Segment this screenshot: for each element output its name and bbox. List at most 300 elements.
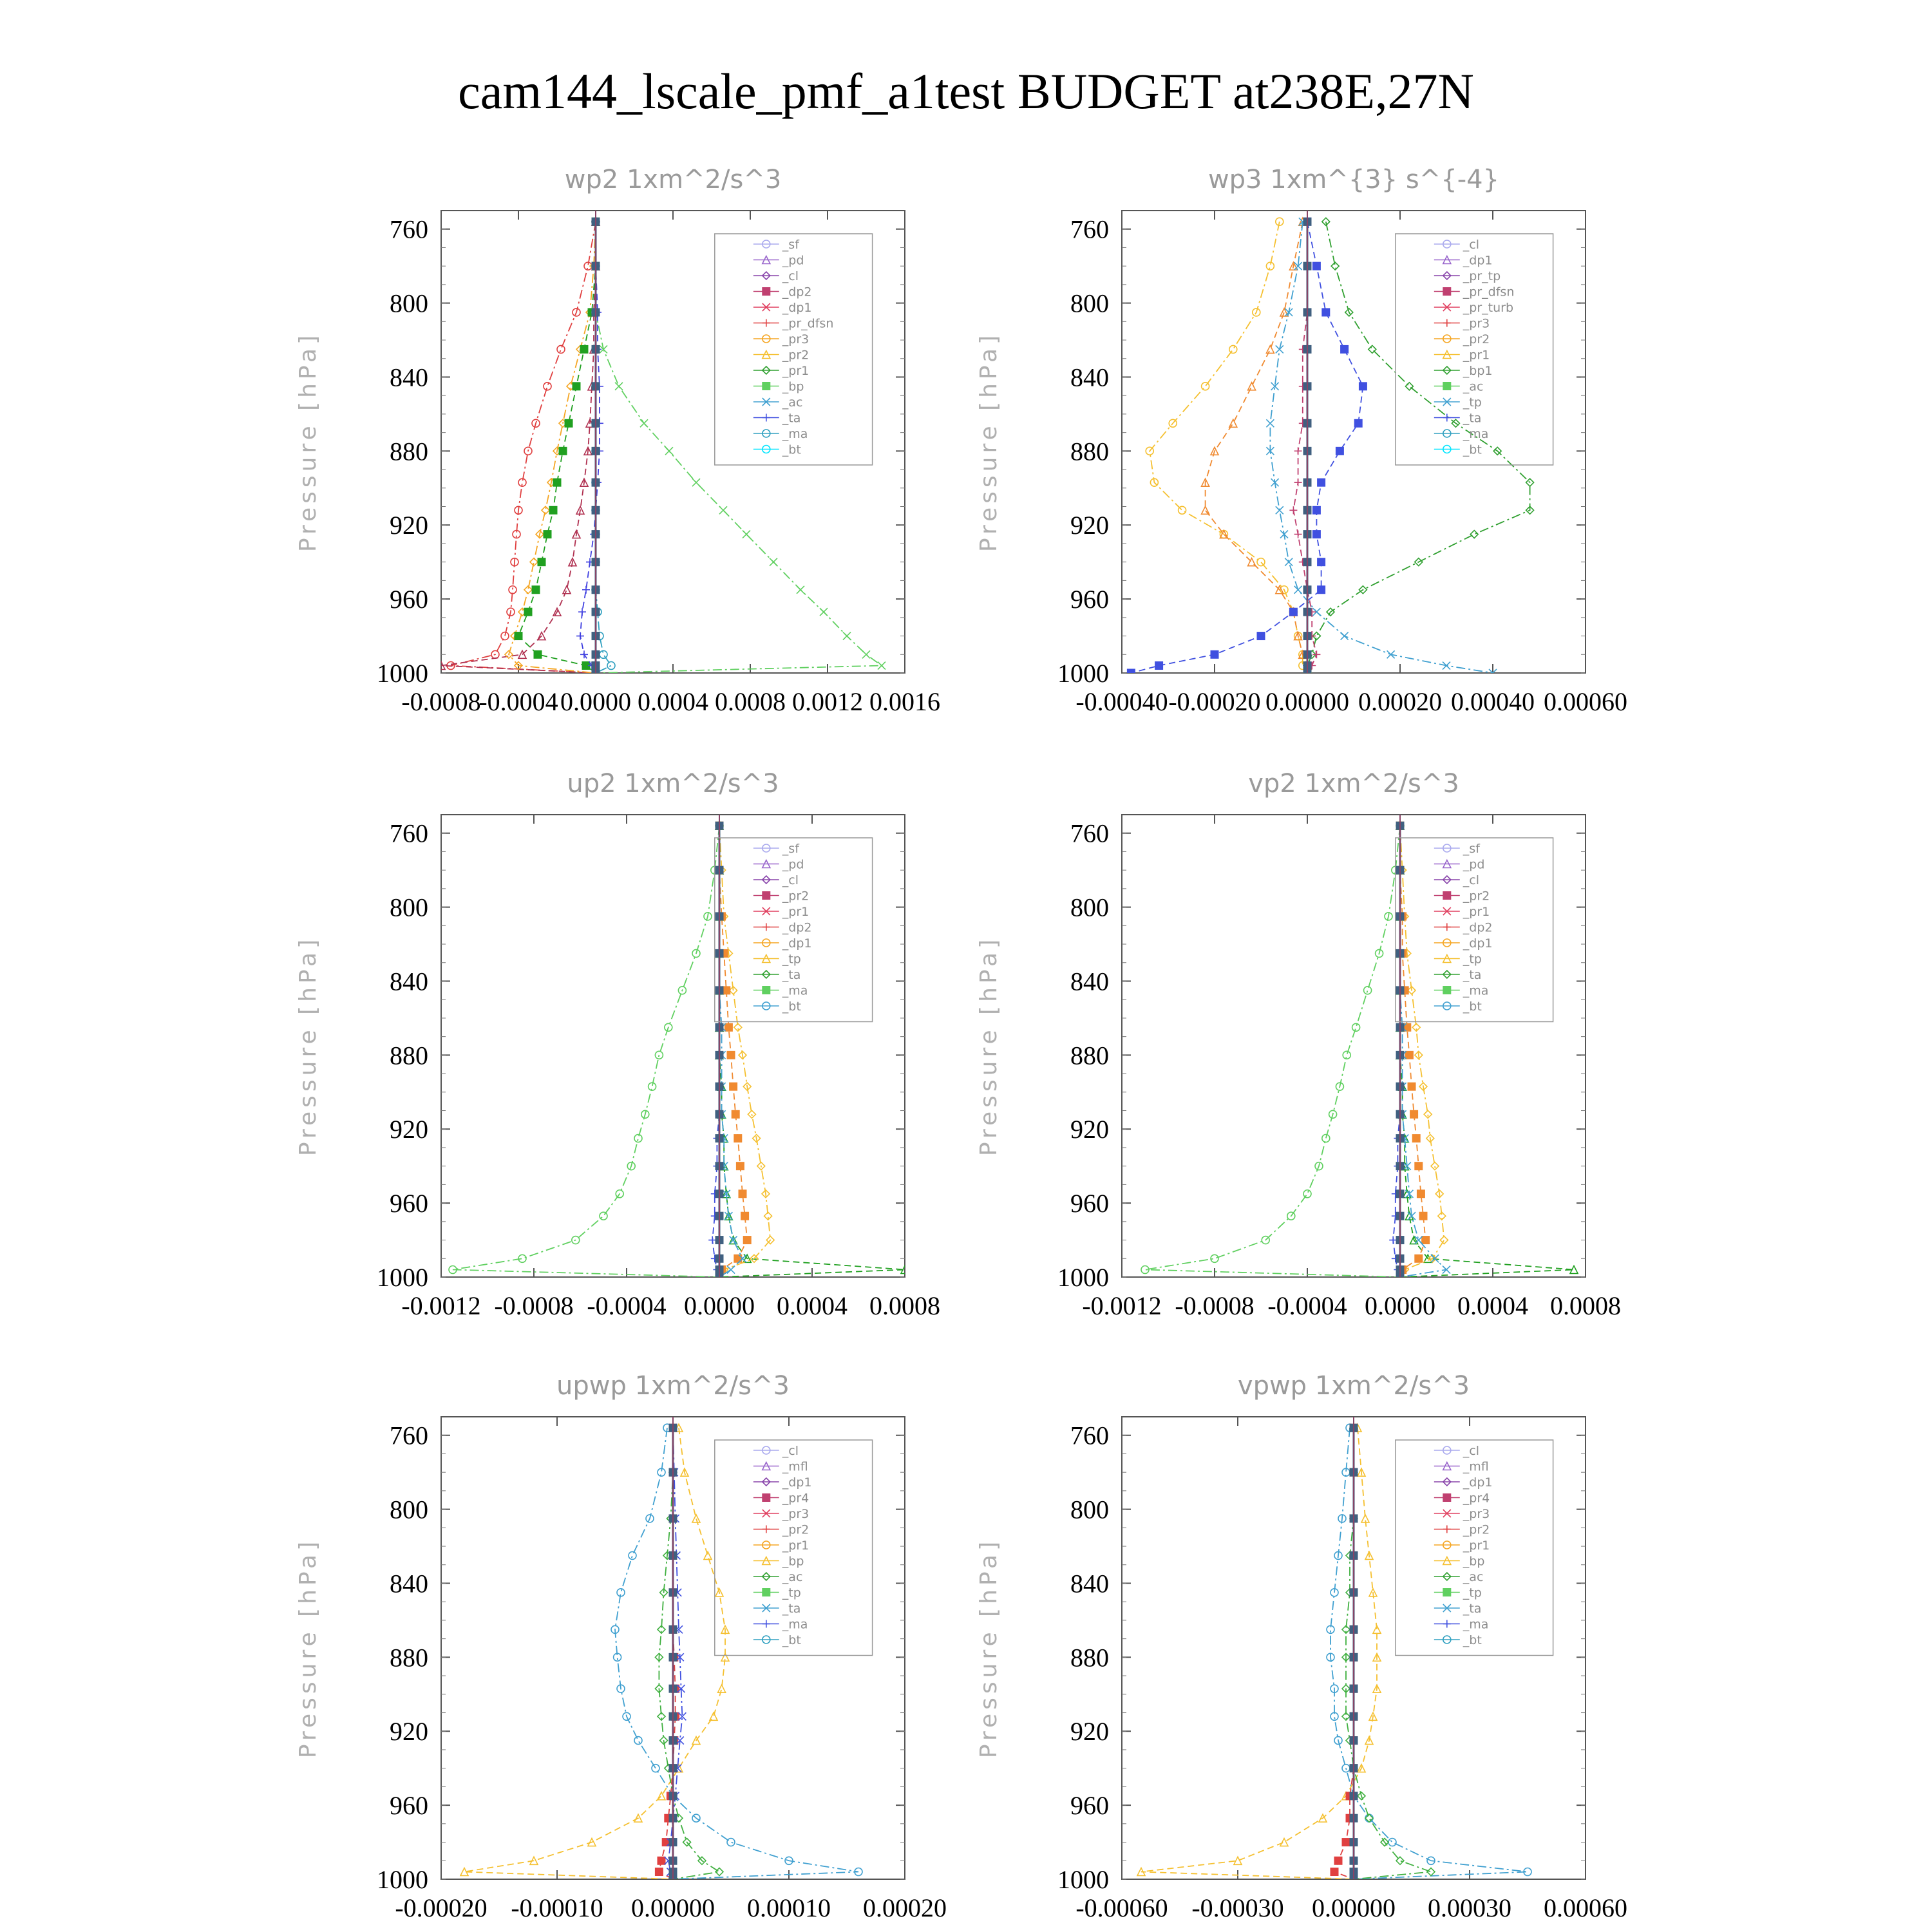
x-tick-label: 0.0008 bbox=[869, 1291, 940, 1320]
y-tick-label: 800 bbox=[1070, 1495, 1109, 1524]
y-tick-label: 800 bbox=[390, 1495, 428, 1524]
legend-entry: _dp2 bbox=[1463, 920, 1493, 935]
legend-entry: _cl bbox=[1463, 238, 1480, 252]
series-point bbox=[557, 345, 565, 353]
legend-marker bbox=[762, 1620, 770, 1628]
panel-title: vpwp 1xm^2/s^3 bbox=[1237, 1371, 1470, 1401]
legend-entry: _mfl bbox=[782, 1459, 808, 1474]
legend-entry: _pr2 bbox=[782, 348, 810, 363]
series-point bbox=[736, 1162, 744, 1170]
series-point bbox=[730, 1083, 737, 1090]
y-tick-label: 920 bbox=[1070, 1717, 1109, 1747]
legend-marker bbox=[1443, 923, 1451, 931]
y-tick-label: 920 bbox=[390, 1115, 428, 1144]
legend-entry: _pr2 bbox=[782, 889, 810, 904]
x-tick-label: 0.0016 bbox=[869, 687, 940, 716]
legend-entry: _pd bbox=[1463, 857, 1485, 872]
legend-marker bbox=[1443, 1526, 1451, 1533]
legend-marker bbox=[1443, 288, 1451, 296]
series-point bbox=[509, 586, 516, 594]
plot-frame bbox=[441, 815, 905, 1277]
x-tick-label: -0.0008 bbox=[1175, 1291, 1255, 1320]
series-point bbox=[524, 608, 532, 616]
legend-entry: _pr2 bbox=[782, 1522, 810, 1537]
series-point bbox=[1294, 531, 1302, 538]
y-tick-label: 1000 bbox=[377, 659, 428, 688]
legend-marker bbox=[762, 1494, 770, 1502]
legend-entry: _bt bbox=[782, 999, 801, 1014]
x-tick-label: 0.00040 bbox=[1451, 687, 1535, 716]
series-point bbox=[544, 383, 551, 390]
series-point bbox=[662, 1839, 670, 1846]
y-tick-label: 880 bbox=[1070, 437, 1109, 466]
chart-panel bbox=[976, 769, 1621, 1320]
legend-entry: _sf bbox=[782, 842, 799, 856]
y-tick-label: 1000 bbox=[1057, 659, 1109, 688]
series-point bbox=[1289, 506, 1297, 514]
series-point bbox=[532, 586, 540, 594]
y-tick-label: 840 bbox=[1070, 967, 1109, 996]
y-tick-label: 960 bbox=[1070, 585, 1109, 614]
series-point bbox=[1248, 383, 1256, 390]
y-tick-label: 840 bbox=[390, 1569, 428, 1598]
legend-entry: _pr1 bbox=[1463, 348, 1490, 363]
x-tick-label: 0.0004 bbox=[638, 687, 708, 716]
legend-marker bbox=[762, 414, 770, 422]
series-line bbox=[719, 826, 905, 1277]
series-point bbox=[1276, 506, 1283, 514]
y-axis-label: Pressure [hPa] bbox=[295, 1537, 321, 1759]
legend-entry: _tp bbox=[782, 1586, 801, 1600]
legend-entry: _tp bbox=[1463, 952, 1482, 967]
legend-entry: _ma bbox=[782, 983, 808, 998]
y-tick-label: 920 bbox=[390, 1717, 428, 1747]
legend-entry: _ta bbox=[1463, 968, 1482, 982]
series-point bbox=[1389, 1236, 1397, 1244]
legend-entry: _sf bbox=[782, 238, 799, 252]
series-point bbox=[727, 1839, 735, 1846]
x-tick-label: 0.00060 bbox=[1544, 687, 1627, 716]
panel-title: upwp 1xm^2/s^3 bbox=[556, 1371, 790, 1401]
series-point bbox=[734, 1135, 742, 1142]
series-point bbox=[655, 1868, 663, 1876]
y-tick-label: 960 bbox=[1070, 1189, 1109, 1218]
legend-entry: _dp1 bbox=[782, 1475, 812, 1490]
series-point bbox=[1179, 506, 1186, 514]
legend-entry: _pr_dfsn bbox=[1463, 285, 1515, 299]
legend-entry: _bt bbox=[1463, 999, 1482, 1014]
x-tick-label: -0.0008 bbox=[401, 687, 481, 716]
series-point bbox=[1388, 1839, 1396, 1846]
legend-entry: _cl bbox=[1463, 1444, 1480, 1458]
series-line bbox=[1131, 222, 1363, 673]
legend-entry: _bt bbox=[782, 1633, 801, 1647]
series-point bbox=[704, 1551, 712, 1559]
x-tick-label: 0.00010 bbox=[747, 1893, 831, 1922]
legend-marker bbox=[762, 383, 770, 390]
legend-entry: _dp1 bbox=[1463, 253, 1493, 268]
y-tick-label: 920 bbox=[1070, 511, 1109, 540]
series-point bbox=[1276, 345, 1283, 353]
y-tick-label: 880 bbox=[390, 437, 428, 466]
series-point bbox=[718, 1685, 726, 1692]
series-point bbox=[1229, 419, 1237, 427]
y-tick-label: 800 bbox=[1070, 289, 1109, 318]
y-axis-label: Pressure [hPa] bbox=[976, 331, 1002, 553]
x-tick-label: -0.0012 bbox=[1082, 1291, 1162, 1320]
series-point bbox=[692, 1515, 700, 1522]
y-tick-label: 880 bbox=[1070, 1041, 1109, 1070]
x-tick-label: -0.00010 bbox=[511, 1893, 603, 1922]
legend-entry: _ma bbox=[782, 1617, 808, 1632]
legend-entry: _ac bbox=[782, 1570, 803, 1584]
series-point bbox=[734, 1255, 742, 1262]
y-tick-label: 1000 bbox=[377, 1263, 428, 1292]
legend-entry: _pr1 bbox=[782, 905, 810, 919]
series-line bbox=[1206, 222, 1307, 673]
series-point bbox=[580, 345, 588, 353]
legend-marker bbox=[762, 987, 770, 994]
legend-marker bbox=[762, 892, 770, 900]
x-tick-label: 0.0000 bbox=[1365, 1291, 1435, 1320]
series-point bbox=[1359, 383, 1367, 390]
y-axis-label: Pressure [hPa] bbox=[295, 935, 321, 1157]
x-tick-label: 0.0008 bbox=[715, 687, 786, 716]
series-point bbox=[1470, 531, 1478, 538]
series-group bbox=[449, 815, 909, 1281]
legend-entry: _pr1 bbox=[782, 1539, 810, 1553]
legend-entry: _pr2 bbox=[1463, 889, 1490, 904]
x-tick-label: 0.00000 bbox=[631, 1893, 715, 1922]
series-point bbox=[1303, 1190, 1311, 1198]
series-point bbox=[501, 632, 509, 640]
y-tick-label: 800 bbox=[1070, 893, 1109, 922]
y-tick-label: 760 bbox=[1070, 214, 1109, 244]
series-point bbox=[1229, 345, 1237, 353]
chart-panel bbox=[295, 165, 940, 716]
legend-marker bbox=[1443, 319, 1451, 327]
y-tick-label: 880 bbox=[390, 1643, 428, 1672]
series-point bbox=[719, 506, 727, 514]
series-line bbox=[659, 1428, 719, 1879]
legend-entry: _ta bbox=[1463, 1602, 1482, 1616]
y-tick-label: 800 bbox=[390, 289, 428, 318]
y-tick-label: 920 bbox=[390, 511, 428, 540]
series-point bbox=[649, 1083, 656, 1090]
legend-entry: _dp1 bbox=[1463, 1475, 1493, 1490]
legend-entry: _pd bbox=[782, 253, 804, 268]
series-line bbox=[1331, 1428, 1528, 1879]
series-point bbox=[741, 1212, 749, 1220]
series-point bbox=[708, 1236, 716, 1244]
chart-panel bbox=[295, 769, 940, 1320]
panel-title: wp2 1xm^2/s^3 bbox=[564, 165, 782, 194]
legend-entry: _bt bbox=[1463, 1633, 1482, 1647]
series-point bbox=[1257, 632, 1265, 640]
series-line bbox=[1141, 1428, 1377, 1879]
series-point bbox=[1408, 1083, 1416, 1090]
x-tick-label: 0.00030 bbox=[1428, 1893, 1511, 1922]
x-tick-label: -0.0004 bbox=[478, 687, 558, 716]
series-point bbox=[629, 1551, 636, 1559]
x-tick-label: 0.00020 bbox=[1358, 687, 1442, 716]
legend-entry: _pr3 bbox=[1463, 1507, 1490, 1521]
series-point bbox=[1127, 669, 1135, 677]
legend-entry: _dp1 bbox=[782, 301, 812, 315]
series-point bbox=[1343, 1051, 1350, 1059]
legend-marker bbox=[762, 1589, 770, 1596]
series-point bbox=[1422, 1236, 1430, 1244]
series-point bbox=[1312, 506, 1320, 514]
y-tick-label: 920 bbox=[1070, 1115, 1109, 1144]
legend-entry: _pr_tp bbox=[1463, 269, 1501, 283]
legend-entry: _dp1 bbox=[1463, 936, 1493, 951]
series-point bbox=[559, 447, 567, 455]
series-line bbox=[1145, 826, 1400, 1277]
series-point bbox=[565, 419, 573, 427]
legend-marker bbox=[1443, 383, 1451, 390]
series-point bbox=[1352, 1023, 1360, 1031]
x-tick-label: 0.00000 bbox=[1265, 687, 1349, 716]
series-point bbox=[582, 586, 590, 594]
legend-entry: _pr_dfsn bbox=[782, 316, 834, 331]
series-point bbox=[534, 650, 542, 658]
y-tick-label: 960 bbox=[390, 1189, 428, 1218]
series-line bbox=[615, 1428, 858, 1879]
x-tick-label: -0.00020 bbox=[395, 1893, 488, 1922]
series-point bbox=[607, 662, 615, 670]
series-point bbox=[743, 531, 750, 538]
legend-entry: _pr3 bbox=[782, 1507, 810, 1521]
x-tick-label: 0.0004 bbox=[777, 1291, 848, 1320]
legend-entry: _pr3 bbox=[782, 332, 810, 346]
legend-marker bbox=[1443, 1620, 1451, 1628]
series-point bbox=[576, 632, 584, 640]
series-point bbox=[515, 632, 522, 640]
series-point bbox=[1318, 558, 1325, 566]
series-point bbox=[544, 531, 551, 538]
legend-entry: _cl bbox=[1463, 873, 1480, 887]
x-tick-label: 0.0008 bbox=[1550, 1291, 1621, 1320]
x-tick-label: 0.0004 bbox=[1457, 1291, 1528, 1320]
series-point bbox=[1266, 345, 1274, 353]
legend-entry: _ac bbox=[1463, 1570, 1484, 1584]
series-point bbox=[1334, 1857, 1342, 1864]
legend-entry: _bt bbox=[782, 442, 801, 457]
series-point bbox=[1405, 1051, 1413, 1059]
legend-entry: _ma bbox=[782, 427, 808, 441]
plot-frame bbox=[1122, 815, 1586, 1277]
x-tick-label: -0.0004 bbox=[587, 1291, 667, 1320]
series-point bbox=[710, 1712, 717, 1720]
series-point bbox=[553, 478, 561, 486]
series-point bbox=[1318, 586, 1325, 594]
x-tick-label: 0.00060 bbox=[1544, 1893, 1627, 1922]
series-point bbox=[640, 419, 648, 427]
series-point bbox=[1294, 447, 1302, 455]
series-point bbox=[797, 586, 804, 594]
y-tick-label: 840 bbox=[1070, 363, 1109, 392]
x-tick-label: 0.0000 bbox=[684, 1291, 755, 1320]
legend-entry: _ac bbox=[782, 395, 803, 410]
legend-entry: _cl bbox=[782, 269, 799, 283]
legend-entry: _bt bbox=[1463, 442, 1482, 457]
x-tick-label: -0.00030 bbox=[1191, 1893, 1284, 1922]
legend-marker bbox=[762, 319, 770, 327]
legend-marker bbox=[1443, 1589, 1451, 1596]
legend-entry: _cl bbox=[782, 1444, 799, 1458]
legend-entry: _tp bbox=[782, 952, 801, 967]
series-point bbox=[1322, 1135, 1330, 1142]
panel-title: vp2 1xm^2/s^3 bbox=[1248, 769, 1459, 799]
series-point bbox=[1342, 1839, 1350, 1846]
series-point bbox=[743, 1236, 751, 1244]
series-point bbox=[634, 1135, 642, 1142]
series-point bbox=[1336, 447, 1343, 455]
legend-entry: _bp bbox=[782, 379, 804, 394]
series-point bbox=[573, 383, 580, 390]
legend-entry: _ta bbox=[782, 968, 801, 982]
y-tick-label: 1000 bbox=[377, 1865, 428, 1894]
legend-entry: _pr2 bbox=[1463, 332, 1490, 346]
series-point bbox=[1312, 650, 1320, 658]
legend-entry: _ta bbox=[782, 1602, 801, 1616]
legend-entry: _cl bbox=[782, 873, 799, 887]
series-point bbox=[1285, 558, 1293, 566]
series-point bbox=[1202, 383, 1209, 390]
series-point bbox=[1211, 650, 1218, 658]
legend-entry: _sf bbox=[1463, 842, 1480, 856]
series-point bbox=[1365, 1814, 1373, 1822]
legend-entry: _dp1 bbox=[782, 936, 812, 951]
series-point bbox=[1234, 1857, 1242, 1864]
legend-entry: _dp2 bbox=[782, 285, 812, 299]
series-line bbox=[453, 826, 719, 1277]
series-point bbox=[1412, 1135, 1420, 1142]
series-point bbox=[732, 1110, 739, 1118]
series-point bbox=[1364, 987, 1372, 994]
legend-entry: _mfl bbox=[1463, 1459, 1489, 1474]
series-point bbox=[1415, 1255, 1423, 1262]
legend-entry: _bp bbox=[1463, 1554, 1485, 1569]
y-tick-label: 840 bbox=[390, 363, 428, 392]
legend-entry: _pr4 bbox=[1463, 1491, 1490, 1506]
legend-entry: _pd bbox=[782, 857, 804, 872]
y-tick-label: 760 bbox=[390, 819, 428, 848]
series-point bbox=[634, 1737, 642, 1745]
series-point bbox=[862, 650, 870, 658]
series-point bbox=[739, 1190, 746, 1198]
series-line bbox=[441, 222, 596, 673]
chart-panel bbox=[295, 1371, 947, 1922]
series-point bbox=[665, 447, 673, 455]
series-point bbox=[1155, 662, 1163, 670]
series-line bbox=[1346, 1428, 1431, 1879]
series-point bbox=[1266, 419, 1274, 427]
legend-entry: _ma bbox=[1463, 983, 1489, 998]
series-point bbox=[1403, 1023, 1411, 1031]
series-line bbox=[1150, 222, 1307, 673]
series-point bbox=[578, 608, 586, 616]
series-point bbox=[538, 558, 545, 566]
series-point bbox=[1331, 1868, 1338, 1876]
legend-entry: _pr1 bbox=[782, 364, 810, 378]
series-point bbox=[615, 383, 623, 390]
legend-entry: _ma bbox=[1463, 427, 1489, 441]
series-point bbox=[1322, 308, 1330, 316]
series-point bbox=[1257, 558, 1265, 566]
series-point bbox=[1417, 1190, 1425, 1198]
series-point bbox=[1440, 1236, 1448, 1244]
y-tick-label: 760 bbox=[390, 1421, 428, 1450]
y-tick-label: 960 bbox=[390, 585, 428, 614]
panels bbox=[295, 165, 1627, 1922]
series-point bbox=[1415, 1162, 1423, 1170]
series-point bbox=[843, 632, 851, 640]
chart-panel bbox=[976, 165, 1627, 716]
plot-frame bbox=[441, 211, 905, 673]
series-point bbox=[1280, 1839, 1288, 1846]
panel-title: wp3 1xm^{3} s^{-4} bbox=[1208, 165, 1500, 194]
y-tick-label: 880 bbox=[1070, 1643, 1109, 1672]
series-point bbox=[1354, 419, 1362, 427]
legend-entry: _pr2 bbox=[1463, 1522, 1490, 1537]
series-point bbox=[820, 608, 828, 616]
series-point bbox=[600, 1212, 607, 1220]
series-line bbox=[451, 222, 596, 673]
legend-entry: _ta bbox=[1463, 411, 1482, 426]
y-tick-label: 840 bbox=[1070, 1569, 1109, 1598]
legend-entry: _tp bbox=[1463, 1586, 1482, 1600]
series-point bbox=[770, 558, 777, 566]
series-point bbox=[1312, 531, 1320, 538]
y-tick-label: 840 bbox=[390, 967, 428, 996]
series-point bbox=[1294, 478, 1302, 486]
y-tick-label: 760 bbox=[1070, 1421, 1109, 1450]
chart-panel bbox=[976, 1371, 1627, 1922]
x-tick-label: -0.0004 bbox=[1267, 1291, 1347, 1320]
series-line bbox=[464, 1428, 725, 1879]
x-tick-label: -0.0008 bbox=[494, 1291, 574, 1320]
legend-marker bbox=[1443, 414, 1451, 422]
y-tick-label: 800 bbox=[390, 893, 428, 922]
x-tick-label: 0.0012 bbox=[792, 687, 863, 716]
series-point bbox=[1410, 1110, 1418, 1118]
legend-entry: _pr1 bbox=[1463, 1539, 1490, 1553]
y-tick-label: 960 bbox=[390, 1791, 428, 1821]
series-group bbox=[437, 211, 886, 677]
legend-marker bbox=[762, 923, 770, 931]
series-point bbox=[1341, 345, 1349, 353]
y-axis-label: Pressure [hPa] bbox=[976, 1537, 1002, 1759]
y-tick-label: 760 bbox=[390, 214, 428, 244]
series-point bbox=[1424, 1110, 1432, 1118]
legend-marker bbox=[762, 1526, 770, 1533]
series-point bbox=[692, 478, 700, 486]
x-tick-label: 0.00020 bbox=[863, 1893, 947, 1922]
y-tick-label: 760 bbox=[1070, 819, 1109, 848]
legend-entry: _ta bbox=[782, 411, 801, 426]
series-point bbox=[1419, 1212, 1427, 1220]
legend-entry: _pr3 bbox=[1463, 316, 1490, 331]
series-point bbox=[878, 662, 886, 670]
series-point bbox=[1431, 1162, 1439, 1170]
series-point bbox=[1289, 608, 1297, 616]
x-tick-label: -0.00060 bbox=[1075, 1893, 1168, 1922]
y-axis-label: Pressure [hPa] bbox=[976, 935, 1002, 1157]
series-group bbox=[1141, 815, 1578, 1281]
series-point bbox=[563, 586, 571, 594]
